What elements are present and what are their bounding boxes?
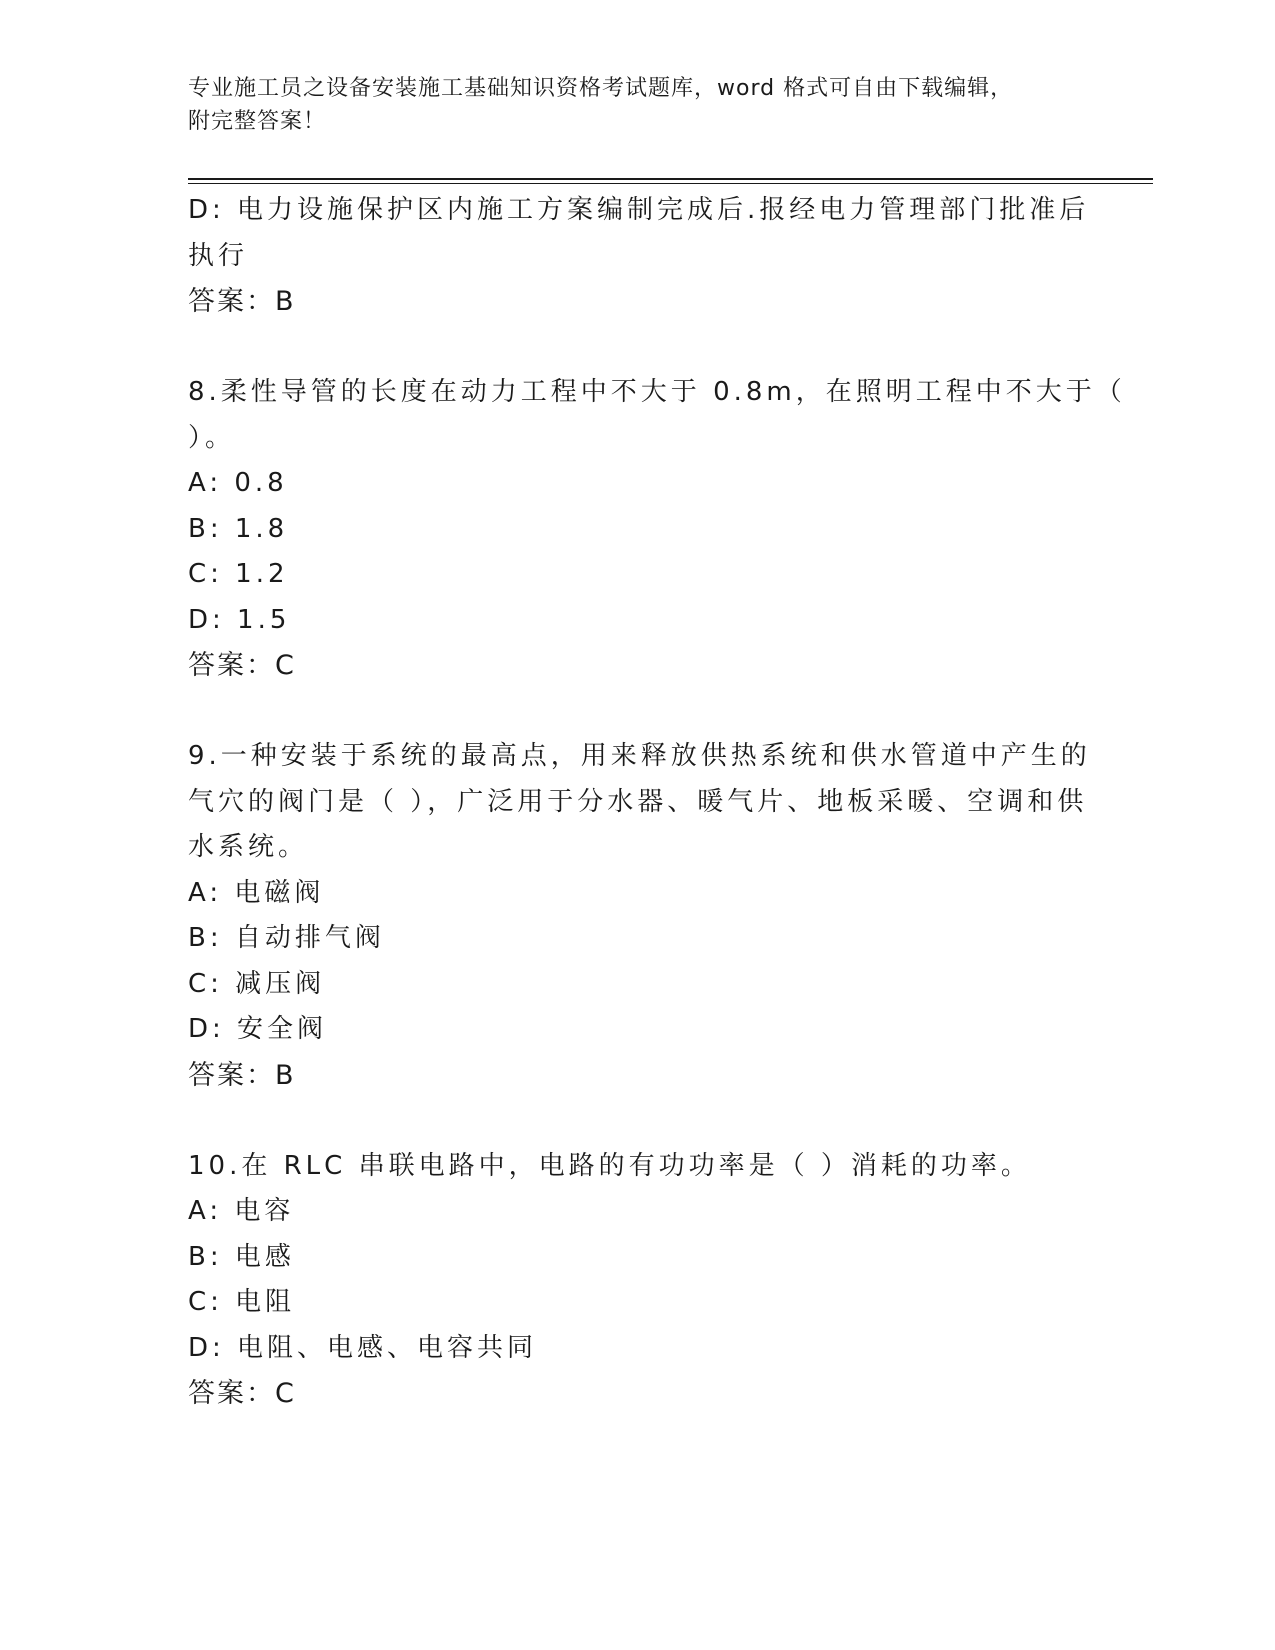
spacer bbox=[188, 689, 1088, 735]
page-header bbox=[188, 72, 1088, 138]
question-list bbox=[188, 188, 1126, 1417]
option-c: C: 1.2 bbox=[188, 559, 289, 589]
option-a: A: 电容 bbox=[188, 1196, 295, 1226]
option-d: D: 安全阀 bbox=[188, 1014, 328, 1044]
option-c: C: 电阻 bbox=[188, 1287, 296, 1317]
option-b: B: 自动排气阀 bbox=[188, 923, 385, 953]
option-c: C: 减压阀 bbox=[188, 968, 326, 999]
answer-label: 答案：C bbox=[188, 1378, 296, 1409]
question-stem: 10.在 RLC 串联电路中，电路的有功功率是（ ）消耗的功率。 bbox=[188, 1150, 1031, 1181]
header-line-1: 专业施工员之设备安装施工基础知识资格考试题库，word 格式可自由下载编辑， bbox=[188, 76, 1014, 101]
option-a: A: 0.8 bbox=[188, 468, 288, 498]
question-stem: 8.柔性导管的长度在动力工程中不大于 0.8m，在照明工程中不大于（ bbox=[188, 377, 1126, 407]
question-block-7 bbox=[188, 188, 1088, 325]
header-rule-thick bbox=[188, 178, 1153, 180]
question-stem-continuation: ）。 bbox=[188, 422, 236, 453]
question-stem-continuation: 气穴的阀门是（ ），广泛用于分水器、暖气片、地板采暖、空调和供 bbox=[188, 786, 1088, 817]
answer-label: 答案：B bbox=[188, 286, 296, 317]
question-stem-continuation: 水系统。 bbox=[188, 832, 309, 862]
question-block-9 bbox=[188, 734, 1091, 1098]
question-stem: 9.一种安装于系统的最高点，用来释放供热系统和供水管道中产生的 bbox=[188, 741, 1091, 771]
question-block-8 bbox=[188, 370, 1126, 689]
option-b: B: 1.8 bbox=[188, 513, 289, 544]
question-block-10 bbox=[188, 1144, 1088, 1417]
option-d: D: 电力设施保护区内施工方案编制完成后.报经电力管理部门批准后 bbox=[188, 195, 1090, 225]
answer-label: 答案：B bbox=[188, 1059, 296, 1091]
answer-label: 答案：C bbox=[188, 650, 296, 681]
option-b: B: 电感 bbox=[188, 1241, 295, 1272]
option-d: D: 电阻、电感、电容共同 bbox=[188, 1332, 538, 1363]
spacer bbox=[188, 1098, 1088, 1144]
header-line-2: 附完整答案！ bbox=[188, 109, 327, 134]
spacer bbox=[188, 325, 1088, 371]
header-rule-thin bbox=[188, 183, 1153, 184]
option-d: D: 1.5 bbox=[188, 604, 291, 635]
option-d-continuation: 执行 bbox=[188, 240, 249, 271]
option-a: A: 电磁阀 bbox=[188, 877, 325, 908]
